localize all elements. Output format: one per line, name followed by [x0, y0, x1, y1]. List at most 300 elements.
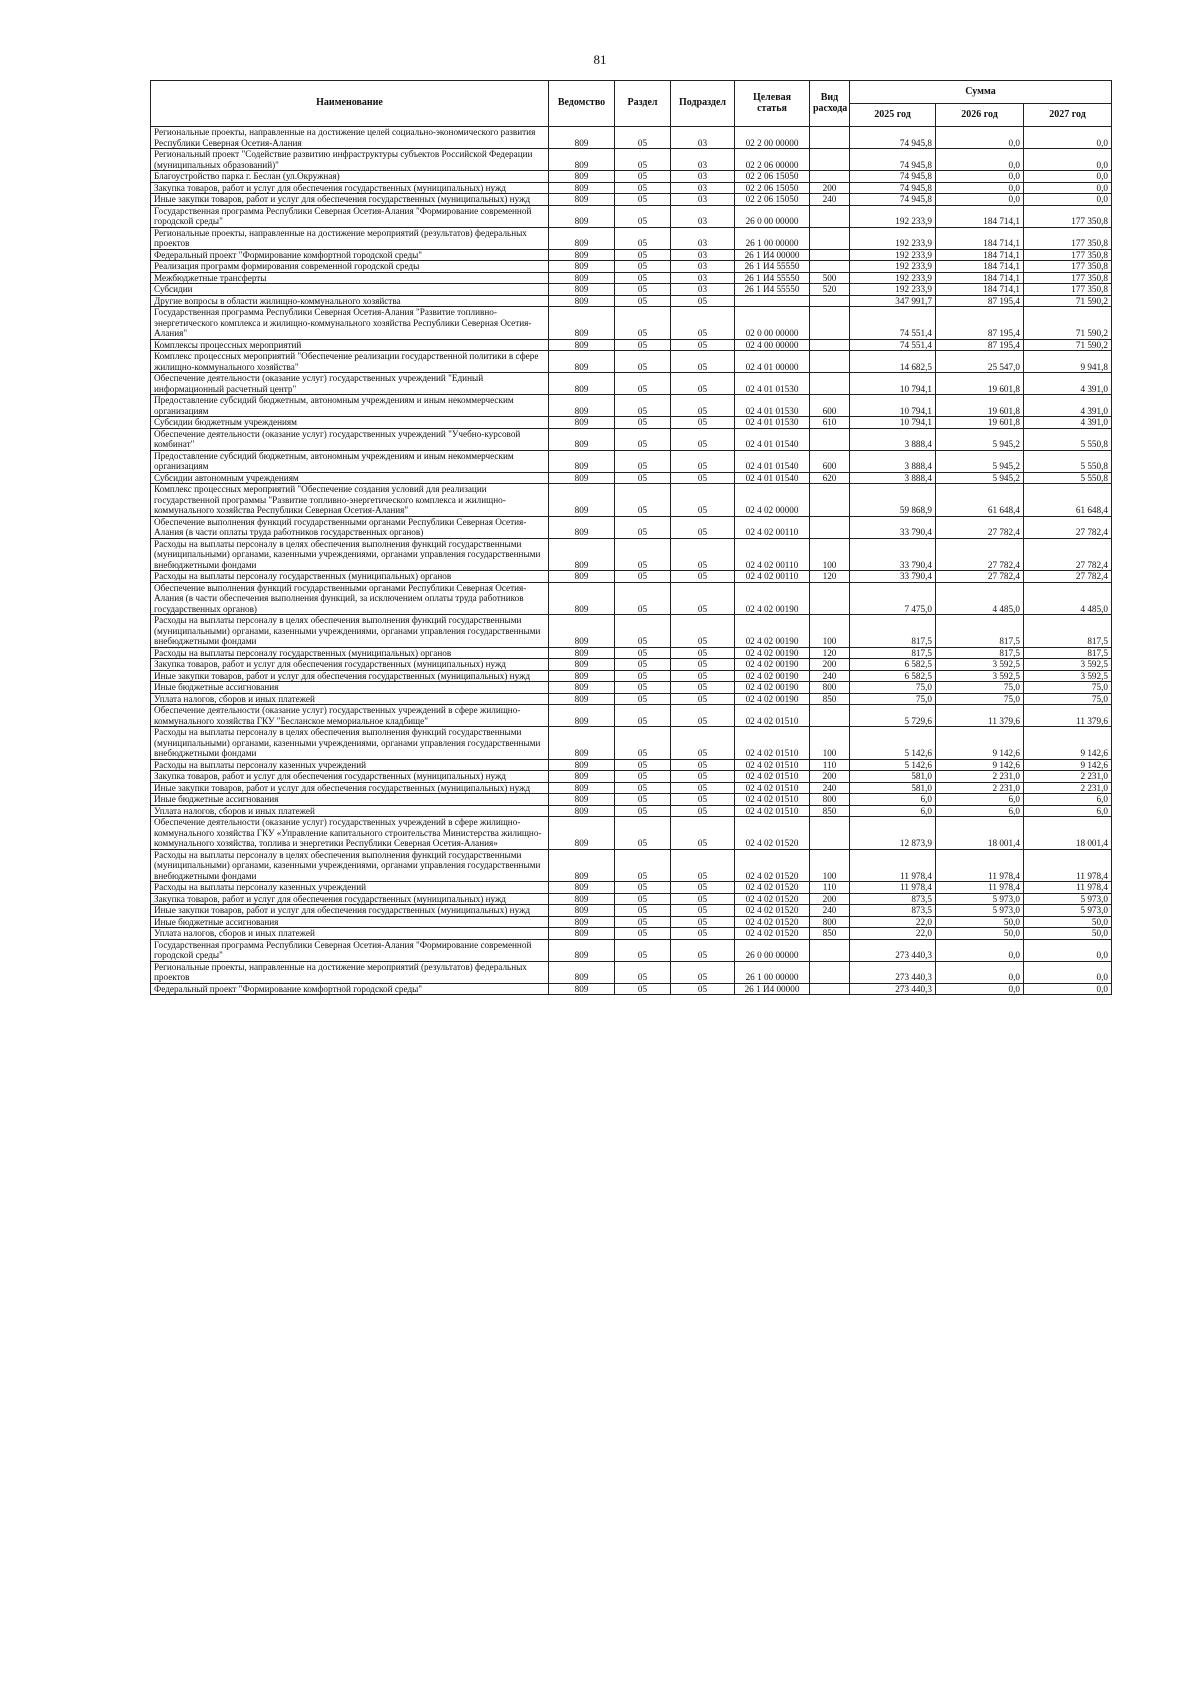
cell-name: Закупка товаров, работ и услуг для обеспечения государственных (муниципальных) нужд: [151, 771, 549, 783]
cell-sum-2025: 74 945,8: [850, 127, 936, 149]
cell-sum-2026: 184 714,1: [936, 284, 1024, 296]
cell-sum-2025: 59 868,9: [850, 484, 936, 517]
cell-podrazdel: 05: [671, 705, 735, 727]
cell-sum-2027: 177 350,8: [1024, 205, 1112, 227]
cell-razdel: 05: [615, 682, 671, 694]
cell-sum-2025: 273 440,3: [850, 961, 936, 983]
cell-podrazdel: 05: [671, 417, 735, 429]
cell-vid-rashoda: 620: [810, 472, 850, 484]
cell-name: Государственная программа Республики Северная Осетия-Алания "Развитие топливно-энергетического комплекса и жилищно-коммунального хозяйства Республики Северная Осетия-Алания": [151, 307, 549, 340]
cell-sum-2026: 0,0: [936, 127, 1024, 149]
cell-sum-2026: 87 195,4: [936, 307, 1024, 340]
cell-vid-rashoda: 800: [810, 794, 850, 806]
cell-tselevaya-statya: 02 4 02 00190: [735, 615, 810, 648]
cell-sum-2026: 9 142,6: [936, 759, 1024, 771]
cell-sum-2026: 4 485,0: [936, 582, 1024, 615]
cell-sum-2025: 74 945,8: [850, 182, 936, 194]
cell-name: Иные закупки товаров, работ и услуг для обеспечения государственных (муниципальных) нужд: [151, 782, 549, 794]
cell-razdel: 05: [615, 693, 671, 705]
cell-sum-2025: 3 888,4: [850, 450, 936, 472]
cell-razdel: 05: [615, 472, 671, 484]
header-razdel: Раздел: [615, 81, 671, 127]
cell-name: Комплекс процессных мероприятий "Обеспечение создания условий для реализации государственной программы "Развитие топливно-энергетического комплекса и жилищно-коммунального хозяйства Республики Северная Осетия-Алания": [151, 484, 549, 517]
cell-name: Другие вопросы в области жилищно-коммунального хозяйства: [151, 295, 549, 307]
cell-vedomstvo: 809: [549, 582, 615, 615]
cell-razdel: 05: [615, 428, 671, 450]
table-row: [151, 171, 1112, 183]
table-row: [151, 127, 1112, 149]
cell-sum-2027: 5 550,8: [1024, 428, 1112, 450]
table-row: [151, 670, 1112, 682]
cell-tselevaya-statya: 02 2 06 15050: [735, 182, 810, 194]
cell-vid-rashoda: 240: [810, 782, 850, 794]
cell-sum-2027: 27 782,4: [1024, 538, 1112, 571]
cell-sum-2026: 18 001,4: [936, 817, 1024, 850]
cell-sum-2027: 5 973,0: [1024, 893, 1112, 905]
cell-name: Обеспечение деятельности (оказание услуг) государственных учреждений "Единый информационный расчетный центр": [151, 373, 549, 395]
cell-name: Предоставление субсидий бюджетным, автономным учреждениям и иным некоммерческим организациям: [151, 450, 549, 472]
table-row: [151, 516, 1112, 538]
cell-tselevaya-statya: 26 1 И4 55550: [735, 284, 810, 296]
cell-razdel: 05: [615, 817, 671, 850]
cell-vedomstvo: 809: [549, 916, 615, 928]
cell-sum-2027: 5 973,0: [1024, 905, 1112, 917]
cell-name: Иные закупки товаров, работ и услуг для обеспечения государственных (муниципальных) нужд: [151, 194, 549, 206]
cell-name: Благоустройство парка г. Беслан (ул.Окружная): [151, 171, 549, 183]
cell-name: Закупка товаров, работ и услуг для обеспечения государственных (муниципальных) нужд: [151, 659, 549, 671]
cell-podrazdel: 05: [671, 759, 735, 771]
cell-razdel: 05: [615, 705, 671, 727]
cell-sum-2027: 11 978,4: [1024, 849, 1112, 882]
cell-vedomstvo: 809: [549, 670, 615, 682]
cell-razdel: 05: [615, 983, 671, 995]
cell-name: Комплексы процессных мероприятий: [151, 339, 549, 351]
cell-podrazdel: 05: [671, 670, 735, 682]
cell-name: Расходы на выплаты персоналу государственных (муниципальных) органов: [151, 647, 549, 659]
cell-razdel: 05: [615, 905, 671, 917]
cell-podrazdel: 03: [671, 171, 735, 183]
cell-vid-rashoda: 120: [810, 647, 850, 659]
table-row: [151, 373, 1112, 395]
cell-podrazdel: 03: [671, 272, 735, 284]
cell-sum-2025: 5 729,6: [850, 705, 936, 727]
cell-sum-2026: 0,0: [936, 182, 1024, 194]
cell-vid-rashoda: 200: [810, 771, 850, 783]
cell-podrazdel: 05: [671, 882, 735, 894]
table-row: [151, 794, 1112, 806]
cell-tselevaya-statya: 02 4 01 01540: [735, 472, 810, 484]
cell-vid-rashoda: 100: [810, 615, 850, 648]
cell-vedomstvo: 809: [549, 484, 615, 517]
cell-sum-2025: 74 945,8: [850, 171, 936, 183]
cell-name: Комплекс процессных мероприятий "Обеспечение реализации государственной политики в сфере жилищно-коммунального хозяйства": [151, 351, 549, 373]
cell-razdel: 05: [615, 171, 671, 183]
cell-sum-2026: 6,0: [936, 794, 1024, 806]
cell-vedomstvo: 809: [549, 817, 615, 850]
cell-razdel: 05: [615, 373, 671, 395]
cell-sum-2026: 11 978,4: [936, 882, 1024, 894]
cell-name: Обеспечение деятельности (оказание услуг) государственных учреждений "Учебно-курсовой комбинат": [151, 428, 549, 450]
cell-sum-2025: 5 142,6: [850, 727, 936, 760]
cell-vedomstvo: 809: [549, 705, 615, 727]
cell-sum-2027: 50,0: [1024, 928, 1112, 940]
cell-sum-2027: 177 350,8: [1024, 249, 1112, 261]
cell-sum-2027: 0,0: [1024, 182, 1112, 194]
cell-razdel: 05: [615, 295, 671, 307]
cell-vid-rashoda: [810, 351, 850, 373]
cell-razdel: 05: [615, 794, 671, 806]
cell-sum-2025: 3 888,4: [850, 428, 936, 450]
cell-podrazdel: 05: [671, 647, 735, 659]
cell-sum-2025: 6,0: [850, 794, 936, 806]
cell-sum-2027: 817,5: [1024, 615, 1112, 648]
cell-tselevaya-statya: 26 1 И4 55550: [735, 272, 810, 284]
cell-vedomstvo: 809: [549, 928, 615, 940]
cell-vid-rashoda: 800: [810, 916, 850, 928]
cell-name: Региональные проекты, направленные на достижение мероприятий (результатов) федеральных проектов: [151, 961, 549, 983]
cell-vid-rashoda: 110: [810, 882, 850, 894]
cell-vedomstvo: 809: [549, 307, 615, 340]
cell-tselevaya-statya: 02 4 02 00190: [735, 659, 810, 671]
cell-podrazdel: 05: [671, 307, 735, 340]
cell-razdel: 05: [615, 849, 671, 882]
cell-razdel: 05: [615, 249, 671, 261]
cell-razdel: 05: [615, 339, 671, 351]
cell-podrazdel: 05: [671, 905, 735, 917]
cell-name: Федеральный проект "Формирование комфортной городской среды": [151, 983, 549, 995]
cell-sum-2026: 0,0: [936, 939, 1024, 961]
cell-sum-2025: 192 233,9: [850, 249, 936, 261]
cell-sum-2027: 6,0: [1024, 794, 1112, 806]
cell-vid-rashoda: 520: [810, 284, 850, 296]
cell-vid-rashoda: 100: [810, 727, 850, 760]
cell-vedomstvo: 809: [549, 227, 615, 249]
cell-sum-2025: 192 233,9: [850, 205, 936, 227]
cell-podrazdel: 05: [671, 659, 735, 671]
cell-sum-2025: 10 794,1: [850, 417, 936, 429]
cell-sum-2026: 184 714,1: [936, 227, 1024, 249]
cell-vedomstvo: 809: [549, 428, 615, 450]
cell-sum-2026: 0,0: [936, 149, 1024, 171]
cell-sum-2027: 0,0: [1024, 194, 1112, 206]
cell-razdel: 05: [615, 893, 671, 905]
table-row: [151, 472, 1112, 484]
cell-vid-rashoda: 240: [810, 670, 850, 682]
cell-name: Федеральный проект "Формирование комфортной городской среды": [151, 249, 549, 261]
cell-razdel: 05: [615, 571, 671, 583]
cell-sum-2025: 6 582,5: [850, 670, 936, 682]
cell-name: Иные закупки товаров, работ и услуг для обеспечения государственных (муниципальных) нужд: [151, 670, 549, 682]
cell-podrazdel: 05: [671, 571, 735, 583]
cell-podrazdel: 05: [671, 450, 735, 472]
cell-vedomstvo: 809: [549, 794, 615, 806]
cell-name: Государственная программа Республики Северная Осетия-Алания "Формирование современной городской среды": [151, 939, 549, 961]
cell-sum-2025: 12 873,9: [850, 817, 936, 850]
cell-sum-2026: 50,0: [936, 916, 1024, 928]
budget-table: [150, 80, 1112, 995]
cell-sum-2026: 2 231,0: [936, 782, 1024, 794]
cell-tselevaya-statya: 26 1 И4 55550: [735, 261, 810, 273]
cell-vid-rashoda: 500: [810, 272, 850, 284]
cell-sum-2025: 273 440,3: [850, 939, 936, 961]
cell-podrazdel: 05: [671, 805, 735, 817]
cell-podrazdel: 05: [671, 693, 735, 705]
cell-razdel: 05: [615, 450, 671, 472]
cell-tselevaya-statya: 02 4 02 01510: [735, 794, 810, 806]
cell-vid-rashoda: [810, 205, 850, 227]
cell-vedomstvo: 809: [549, 759, 615, 771]
cell-vedomstvo: 809: [549, 983, 615, 995]
table-row: [151, 615, 1112, 648]
cell-sum-2026: 2 231,0: [936, 771, 1024, 783]
table-row: [151, 339, 1112, 351]
cell-podrazdel: 03: [671, 182, 735, 194]
cell-sum-2027: 27 782,4: [1024, 516, 1112, 538]
cell-sum-2027: 9 142,6: [1024, 759, 1112, 771]
cell-vedomstvo: 809: [549, 205, 615, 227]
cell-vedomstvo: 809: [549, 771, 615, 783]
header-vid-rashoda: Вид расхода: [810, 81, 850, 127]
cell-name: Уплата налогов, сборов и иных платежей: [151, 928, 549, 940]
cell-sum-2025: 581,0: [850, 771, 936, 783]
cell-tselevaya-statya: 02 0 00 00000: [735, 307, 810, 340]
table-row: [151, 727, 1112, 760]
cell-sum-2026: 0,0: [936, 194, 1024, 206]
table-row: [151, 659, 1112, 671]
cell-vedomstvo: 809: [549, 693, 615, 705]
cell-sum-2025: 273 440,3: [850, 983, 936, 995]
cell-name: Расходы на выплаты персоналу в целях обеспечения выполнения функций государственными (муниципальными) органами, казенными учреждениями, органами управления государственными внебюджетными фондами: [151, 615, 549, 648]
cell-sum-2026: 184 714,1: [936, 272, 1024, 284]
cell-sum-2027: 4 391,0: [1024, 373, 1112, 395]
cell-tselevaya-statya: [735, 295, 810, 307]
cell-vedomstvo: 809: [549, 647, 615, 659]
cell-sum-2027: 18 001,4: [1024, 817, 1112, 850]
cell-sum-2025: 10 794,1: [850, 395, 936, 417]
cell-razdel: 05: [615, 227, 671, 249]
cell-tselevaya-statya: 02 4 02 01510: [735, 759, 810, 771]
cell-podrazdel: 05: [671, 538, 735, 571]
table-row: [151, 805, 1112, 817]
table-row: [151, 939, 1112, 961]
cell-tselevaya-statya: 02 4 02 01510: [735, 782, 810, 794]
cell-name: Субсидии бюджетным учреждениям: [151, 417, 549, 429]
cell-razdel: 05: [615, 916, 671, 928]
cell-razdel: 05: [615, 670, 671, 682]
cell-vid-rashoda: [810, 983, 850, 995]
cell-vedomstvo: 809: [549, 171, 615, 183]
table-row: [151, 682, 1112, 694]
cell-sum-2027: 177 350,8: [1024, 227, 1112, 249]
cell-vedomstvo: 809: [549, 615, 615, 648]
cell-name: Иные бюджетные ассигнования: [151, 682, 549, 694]
cell-sum-2026: 0,0: [936, 961, 1024, 983]
table-row: [151, 428, 1112, 450]
cell-vid-rashoda: [810, 339, 850, 351]
cell-vedomstvo: 809: [549, 905, 615, 917]
cell-sum-2027: 177 350,8: [1024, 261, 1112, 273]
cell-vedomstvo: 809: [549, 849, 615, 882]
table-row: [151, 849, 1112, 882]
cell-sum-2025: 192 233,9: [850, 284, 936, 296]
cell-name: Обеспечение выполнения функций государственными органами Республики Северная Осетия-Алания (в части оплаты труда работников государственных органов): [151, 516, 549, 538]
cell-sum-2026: 11 379,6: [936, 705, 1024, 727]
cell-podrazdel: 03: [671, 127, 735, 149]
table-row: [151, 295, 1112, 307]
cell-vedomstvo: 809: [549, 351, 615, 373]
cell-vedomstvo: 809: [549, 893, 615, 905]
table-row: [151, 307, 1112, 340]
cell-sum-2026: 87 195,4: [936, 295, 1024, 307]
cell-sum-2026: 19 601,8: [936, 373, 1024, 395]
table-row: [151, 961, 1112, 983]
cell-tselevaya-statya: 26 1 00 00000: [735, 961, 810, 983]
cell-vedomstvo: 809: [549, 395, 615, 417]
cell-razdel: 05: [615, 261, 671, 273]
cell-vid-rashoda: [810, 295, 850, 307]
cell-tselevaya-statya: 26 0 00 00000: [735, 205, 810, 227]
cell-name: Расходы на выплаты персоналу государственных (муниципальных) органов: [151, 571, 549, 583]
cell-tselevaya-statya: 02 4 02 01520: [735, 916, 810, 928]
table-row: [151, 205, 1112, 227]
cell-name: Субсидии: [151, 284, 549, 296]
cell-sum-2025: 347 991,7: [850, 295, 936, 307]
cell-tselevaya-statya: 02 4 02 01520: [735, 817, 810, 850]
cell-tselevaya-statya: 02 4 02 01510: [735, 771, 810, 783]
cell-podrazdel: 03: [671, 194, 735, 206]
cell-sum-2025: 75,0: [850, 693, 936, 705]
cell-vid-rashoda: [810, 939, 850, 961]
cell-vid-rashoda: [810, 149, 850, 171]
cell-tselevaya-statya: 02 2 06 15050: [735, 171, 810, 183]
table-row: [151, 538, 1112, 571]
cell-podrazdel: 05: [671, 782, 735, 794]
cell-podrazdel: 05: [671, 794, 735, 806]
cell-sum-2026: 75,0: [936, 693, 1024, 705]
cell-vedomstvo: 809: [549, 149, 615, 171]
cell-tselevaya-statya: 02 4 02 00190: [735, 693, 810, 705]
table-row: [151, 817, 1112, 850]
cell-name: Расходы на выплаты персоналу казенных учреждений: [151, 882, 549, 894]
cell-podrazdel: 05: [671, 849, 735, 882]
table-row: [151, 272, 1112, 284]
cell-tselevaya-statya: 02 4 02 01520: [735, 893, 810, 905]
table-row: [151, 227, 1112, 249]
cell-sum-2025: 10 794,1: [850, 373, 936, 395]
cell-podrazdel: 03: [671, 261, 735, 273]
cell-sum-2026: 50,0: [936, 928, 1024, 940]
cell-razdel: 05: [615, 782, 671, 794]
cell-razdel: 05: [615, 194, 671, 206]
cell-sum-2027: 4 391,0: [1024, 417, 1112, 429]
cell-podrazdel: 03: [671, 205, 735, 227]
cell-sum-2025: 33 790,4: [850, 538, 936, 571]
table-row: [151, 149, 1112, 171]
table-row: [151, 395, 1112, 417]
cell-sum-2027: 71 590,2: [1024, 295, 1112, 307]
cell-sum-2025: 74 551,4: [850, 307, 936, 340]
cell-sum-2025: 5 142,6: [850, 759, 936, 771]
cell-podrazdel: 05: [671, 727, 735, 760]
cell-podrazdel: 05: [671, 983, 735, 995]
cell-name: Региональные проекты, направленные на достижение мероприятий (результатов) федеральных проектов: [151, 227, 549, 249]
cell-sum-2027: 0,0: [1024, 939, 1112, 961]
cell-vid-rashoda: 850: [810, 693, 850, 705]
cell-sum-2027: 11 978,4: [1024, 882, 1112, 894]
cell-tselevaya-statya: 02 2 06 15050: [735, 194, 810, 206]
cell-name: Расходы на выплаты персоналу в целях обеспечения выполнения функций государственными (муниципальными) органами, казенными учреждениями, органами управления государственными внебюджетными фондами: [151, 727, 549, 760]
table-row: [151, 928, 1112, 940]
cell-vid-rashoda: [810, 484, 850, 517]
cell-tselevaya-statya: 02 4 02 00190: [735, 670, 810, 682]
cell-sum-2025: 192 233,9: [850, 261, 936, 273]
cell-sum-2027: 177 350,8: [1024, 272, 1112, 284]
cell-sum-2026: 27 782,4: [936, 516, 1024, 538]
cell-sum-2026: 61 648,4: [936, 484, 1024, 517]
cell-tselevaya-statya: 02 4 01 01540: [735, 450, 810, 472]
cell-tselevaya-statya: 02 4 02 00190: [735, 647, 810, 659]
cell-tselevaya-statya: 02 4 02 01520: [735, 928, 810, 940]
cell-sum-2027: 3 592,5: [1024, 659, 1112, 671]
cell-sum-2026: 5 945,2: [936, 472, 1024, 484]
cell-sum-2027: 4 485,0: [1024, 582, 1112, 615]
cell-vid-rashoda: 610: [810, 417, 850, 429]
cell-sum-2026: 5 945,2: [936, 450, 1024, 472]
cell-vid-rashoda: [810, 261, 850, 273]
cell-vedomstvo: 809: [549, 127, 615, 149]
cell-vedomstvo: 809: [549, 249, 615, 261]
cell-sum-2025: 74 945,8: [850, 149, 936, 171]
cell-vid-rashoda: 240: [810, 194, 850, 206]
cell-sum-2027: 0,0: [1024, 127, 1112, 149]
table-row: [151, 484, 1112, 517]
table-row: [151, 782, 1112, 794]
cell-podrazdel: 05: [671, 472, 735, 484]
cell-sum-2027: 9 941,8: [1024, 351, 1112, 373]
cell-tselevaya-statya: 26 0 00 00000: [735, 939, 810, 961]
cell-tselevaya-statya: 02 4 01 01530: [735, 417, 810, 429]
cell-sum-2026: 6,0: [936, 805, 1024, 817]
table-row: [151, 647, 1112, 659]
cell-sum-2025: 14 682,5: [850, 351, 936, 373]
page-number: 81: [593, 52, 607, 67]
cell-tselevaya-statya: 02 2 06 00000: [735, 149, 810, 171]
cell-razdel: 05: [615, 727, 671, 760]
cell-sum-2025: 873,5: [850, 893, 936, 905]
cell-vedomstvo: 809: [549, 194, 615, 206]
cell-tselevaya-statya: 02 4 02 00110: [735, 571, 810, 583]
cell-podrazdel: 05: [671, 817, 735, 850]
cell-razdel: 05: [615, 516, 671, 538]
cell-name: Реализация программ формирования современной городской среды: [151, 261, 549, 273]
cell-name: Закупка товаров, работ и услуг для обеспечения государственных (муниципальных) нужд: [151, 182, 549, 194]
cell-vid-rashoda: 200: [810, 182, 850, 194]
cell-vid-rashoda: [810, 373, 850, 395]
cell-sum-2027: 61 648,4: [1024, 484, 1112, 517]
cell-sum-2025: 817,5: [850, 615, 936, 648]
cell-sum-2025: 75,0: [850, 682, 936, 694]
cell-sum-2026: 87 195,4: [936, 339, 1024, 351]
cell-vid-rashoda: [810, 307, 850, 340]
cell-podrazdel: 03: [671, 249, 735, 261]
cell-sum-2026: 0,0: [936, 171, 1024, 183]
cell-sum-2026: 27 782,4: [936, 571, 1024, 583]
cell-razdel: 05: [615, 582, 671, 615]
cell-vid-rashoda: 800: [810, 682, 850, 694]
cell-sum-2025: 22,0: [850, 928, 936, 940]
cell-tselevaya-statya: 02 4 02 01520: [735, 882, 810, 894]
cell-vedomstvo: 809: [549, 882, 615, 894]
